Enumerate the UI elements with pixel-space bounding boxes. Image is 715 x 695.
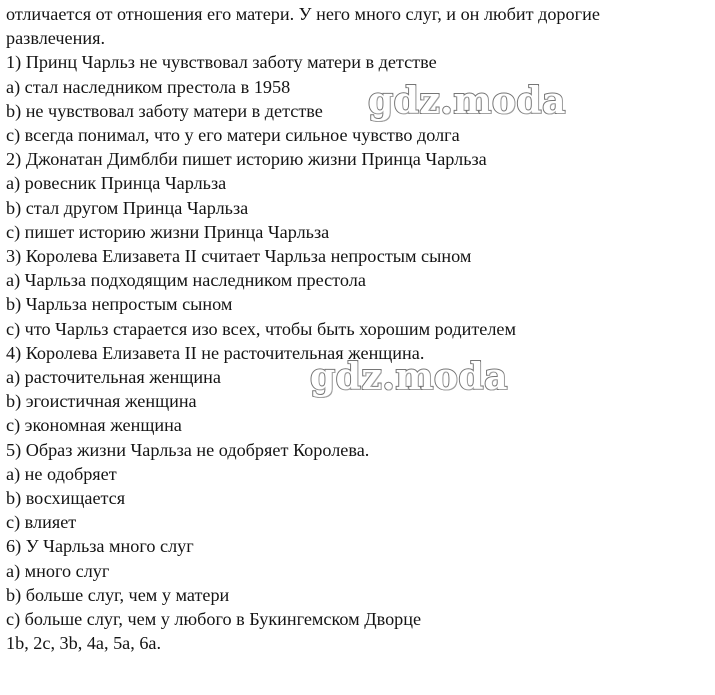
question-6-option-a: a) много слуг xyxy=(6,560,110,581)
question-1: 1) Принц Чарльз не чувствовал заботу матери в детстве xyxy=(6,52,437,73)
question-2: 2) Джонатан Димблби пишет историю жизни Принца Чарльза xyxy=(6,149,487,170)
question-1-option-b: b) не чувствовал заботу матери в детстве xyxy=(6,100,323,121)
question-4: 4) Королева Елизавета II не расточительная женщина. xyxy=(6,342,425,363)
question-5-option-b: b) восхищается xyxy=(6,488,126,509)
watermark-logo-middle: gdz.moda xyxy=(310,356,508,398)
answer-key: 1b, 2c, 3b, 4a, 5a, 6a. xyxy=(6,633,162,654)
question-2-option-b: b) стал другом Принца Чарльза xyxy=(6,197,249,218)
question-6-option-c: c) больше слуг, чем у любого в Букингемском Дворце xyxy=(6,609,422,630)
question-2-option-c: c) пишет историю жизни Принца Чарльза xyxy=(6,221,330,242)
question-4-option-c: c) экономная женщина xyxy=(6,415,182,436)
question-6-option-b: b) больше слуг, чем у матери xyxy=(6,584,230,605)
question-6: 6) У Чарльза много слуг xyxy=(6,536,194,557)
question-5-option-a: a) не одобряет xyxy=(6,463,117,484)
watermark-logo-top: gdz.moda xyxy=(368,80,566,122)
question-1-option-c: c) всегда понимал, что у его матери сильное чувство долга xyxy=(6,125,460,146)
question-2-option-a: a) ровесник Принца Чарльза xyxy=(6,173,227,194)
question-1-option-a: a) стал наследником престола в 1958 xyxy=(6,76,291,97)
question-3-option-b: b) Чарльза непростым сыном xyxy=(6,294,233,315)
document-text xyxy=(6,2,711,655)
question-3-option-a: a) Чарльза подходящим наследником престола xyxy=(6,270,366,291)
question-5-option-c: c) влияет xyxy=(6,512,77,533)
text-line-continuation: отличается от отношения его матери. У него много слуг, и он любит дорогие xyxy=(6,4,600,24)
text-line-continuation-end: развлечения. xyxy=(6,28,105,49)
question-3-option-c: c) что Чарльз старается изо всех, чтобы быть хорошим родителем xyxy=(6,318,517,339)
question-4-option-b: b) эгоистичная женщина xyxy=(6,391,197,412)
question-5: 5) Образ жизни Чарльза не одобряет Королева. xyxy=(6,439,370,460)
question-4-option-a: a) расточительная женщина xyxy=(6,367,221,388)
question-3: 3) Королева Елизавета II считает Чарльза непростым сыном xyxy=(6,246,472,267)
